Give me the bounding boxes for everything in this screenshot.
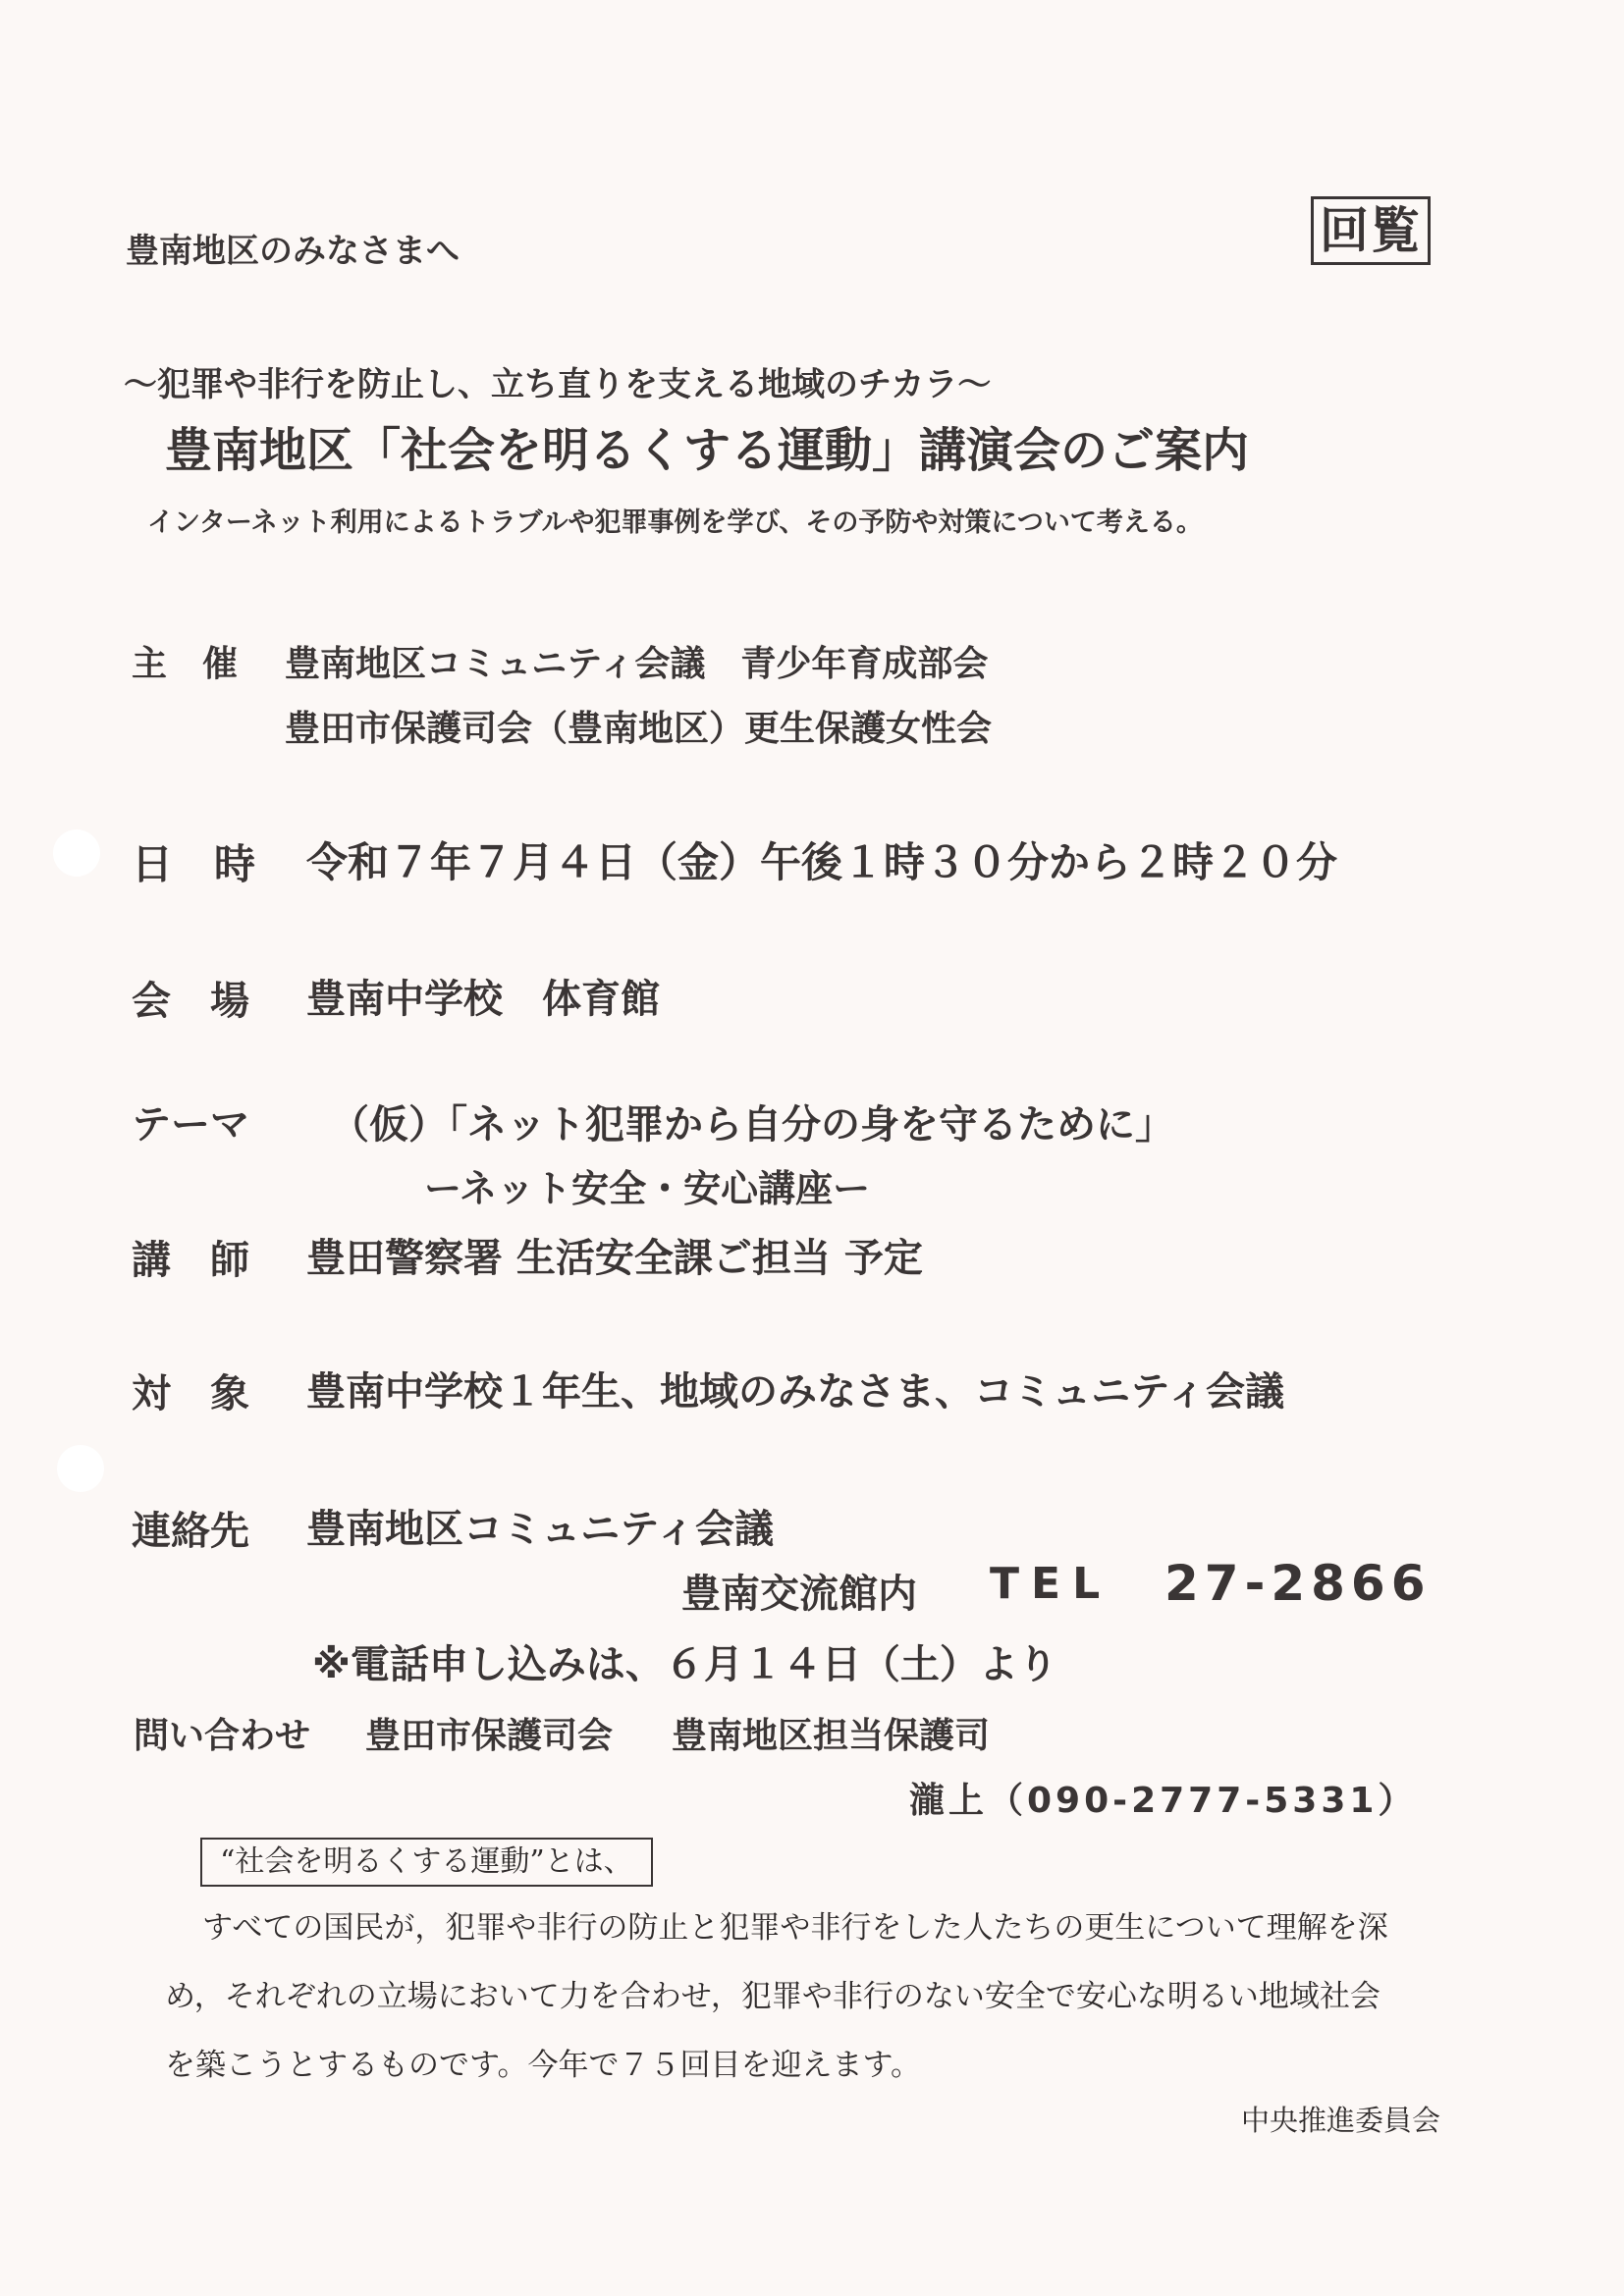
tagline: ～犯罪や非行を防止し、立ち直りを支える地域のチカラ～ (124, 365, 992, 404)
theme-value: （仮）「ネット犯罪から自分の身を守るために」 (330, 1102, 1174, 1148)
lecturer-value: 豊田警察署 生活安全課ご担当 予定 (306, 1236, 923, 1281)
organizer-line1: 豊南地区コミュニティ会議 青少年育成部会 (285, 644, 989, 684)
contact-location: 豊南交流館内 (681, 1572, 917, 1617)
theme-subtitle: ーネット安全・安心講座ー (424, 1167, 871, 1210)
punch-hole-top (53, 829, 100, 877)
contact-tel-label: TEL (990, 1559, 1112, 1609)
inquiry-org: 豊田市保護司会 (365, 1716, 614, 1756)
audience-value: 豊南中学校１年生、地域のみなさま、コミュニティ会議 (306, 1369, 1284, 1415)
organizer-label: 主 催 (132, 644, 239, 684)
lecturer-label: 講 師 (132, 1238, 249, 1283)
contact-org: 豊南地区コミュニティ会議 (306, 1507, 774, 1552)
addressee: 豊南地区のみなさまへ (126, 232, 460, 271)
page-title: 豊南地区「社会を明るくする運動」講演会のご案内 (165, 423, 1250, 478)
about-line1: すべての国民が，犯罪や非行の防止と犯罪や非行をした人たちの更生について理解を深 (202, 1910, 1388, 1946)
venue-label: 会 場 (132, 979, 249, 1024)
audience-label: 対 象 (132, 1371, 249, 1416)
theme-label: テーマ (132, 1102, 249, 1148)
datetime-label: 日 時 (132, 840, 256, 888)
organizer-line2: 豊田市保護司会（豊南地区）更生保護女性会 (285, 709, 993, 749)
circulation-stamp: 回覧 (1311, 196, 1431, 265)
datetime-value: 令和７年７月４日（金）午後１時３０分から２時２０分 (306, 838, 1338, 886)
contact-tel: 27-2866 (1164, 1555, 1432, 1612)
venue-value: 豊南中学校 体育館 (306, 977, 660, 1022)
about-line2: め，それぞれの立場において力を合わせ，犯罪や非行のない安全で安心な明るい地域社会 (165, 1979, 1380, 2014)
punch-hole-bottom (57, 1445, 104, 1492)
contact-label: 連絡先 (132, 1509, 249, 1554)
subtitle: インターネット利用によるトラブルや犯罪事例を学び、その予防や対策について考える。 (147, 507, 1203, 538)
inquiry-person: 瀧上（090-2777-5331） (909, 1781, 1418, 1821)
about-line3: を築こうとするものです。今年で７５回目を迎えます。 (165, 2048, 922, 2083)
inquiry-label: 問い合わせ (134, 1716, 311, 1756)
inquiry-role: 豊南地区担当保護司 (672, 1716, 991, 1756)
contact-note: ※電話申し込みは、６月１４日（土）より (312, 1642, 1057, 1687)
about-signature: 中央推進委員会 (1241, 2104, 1441, 2137)
about-heading: “社会を明るくする運動”とは、 (200, 1838, 653, 1887)
